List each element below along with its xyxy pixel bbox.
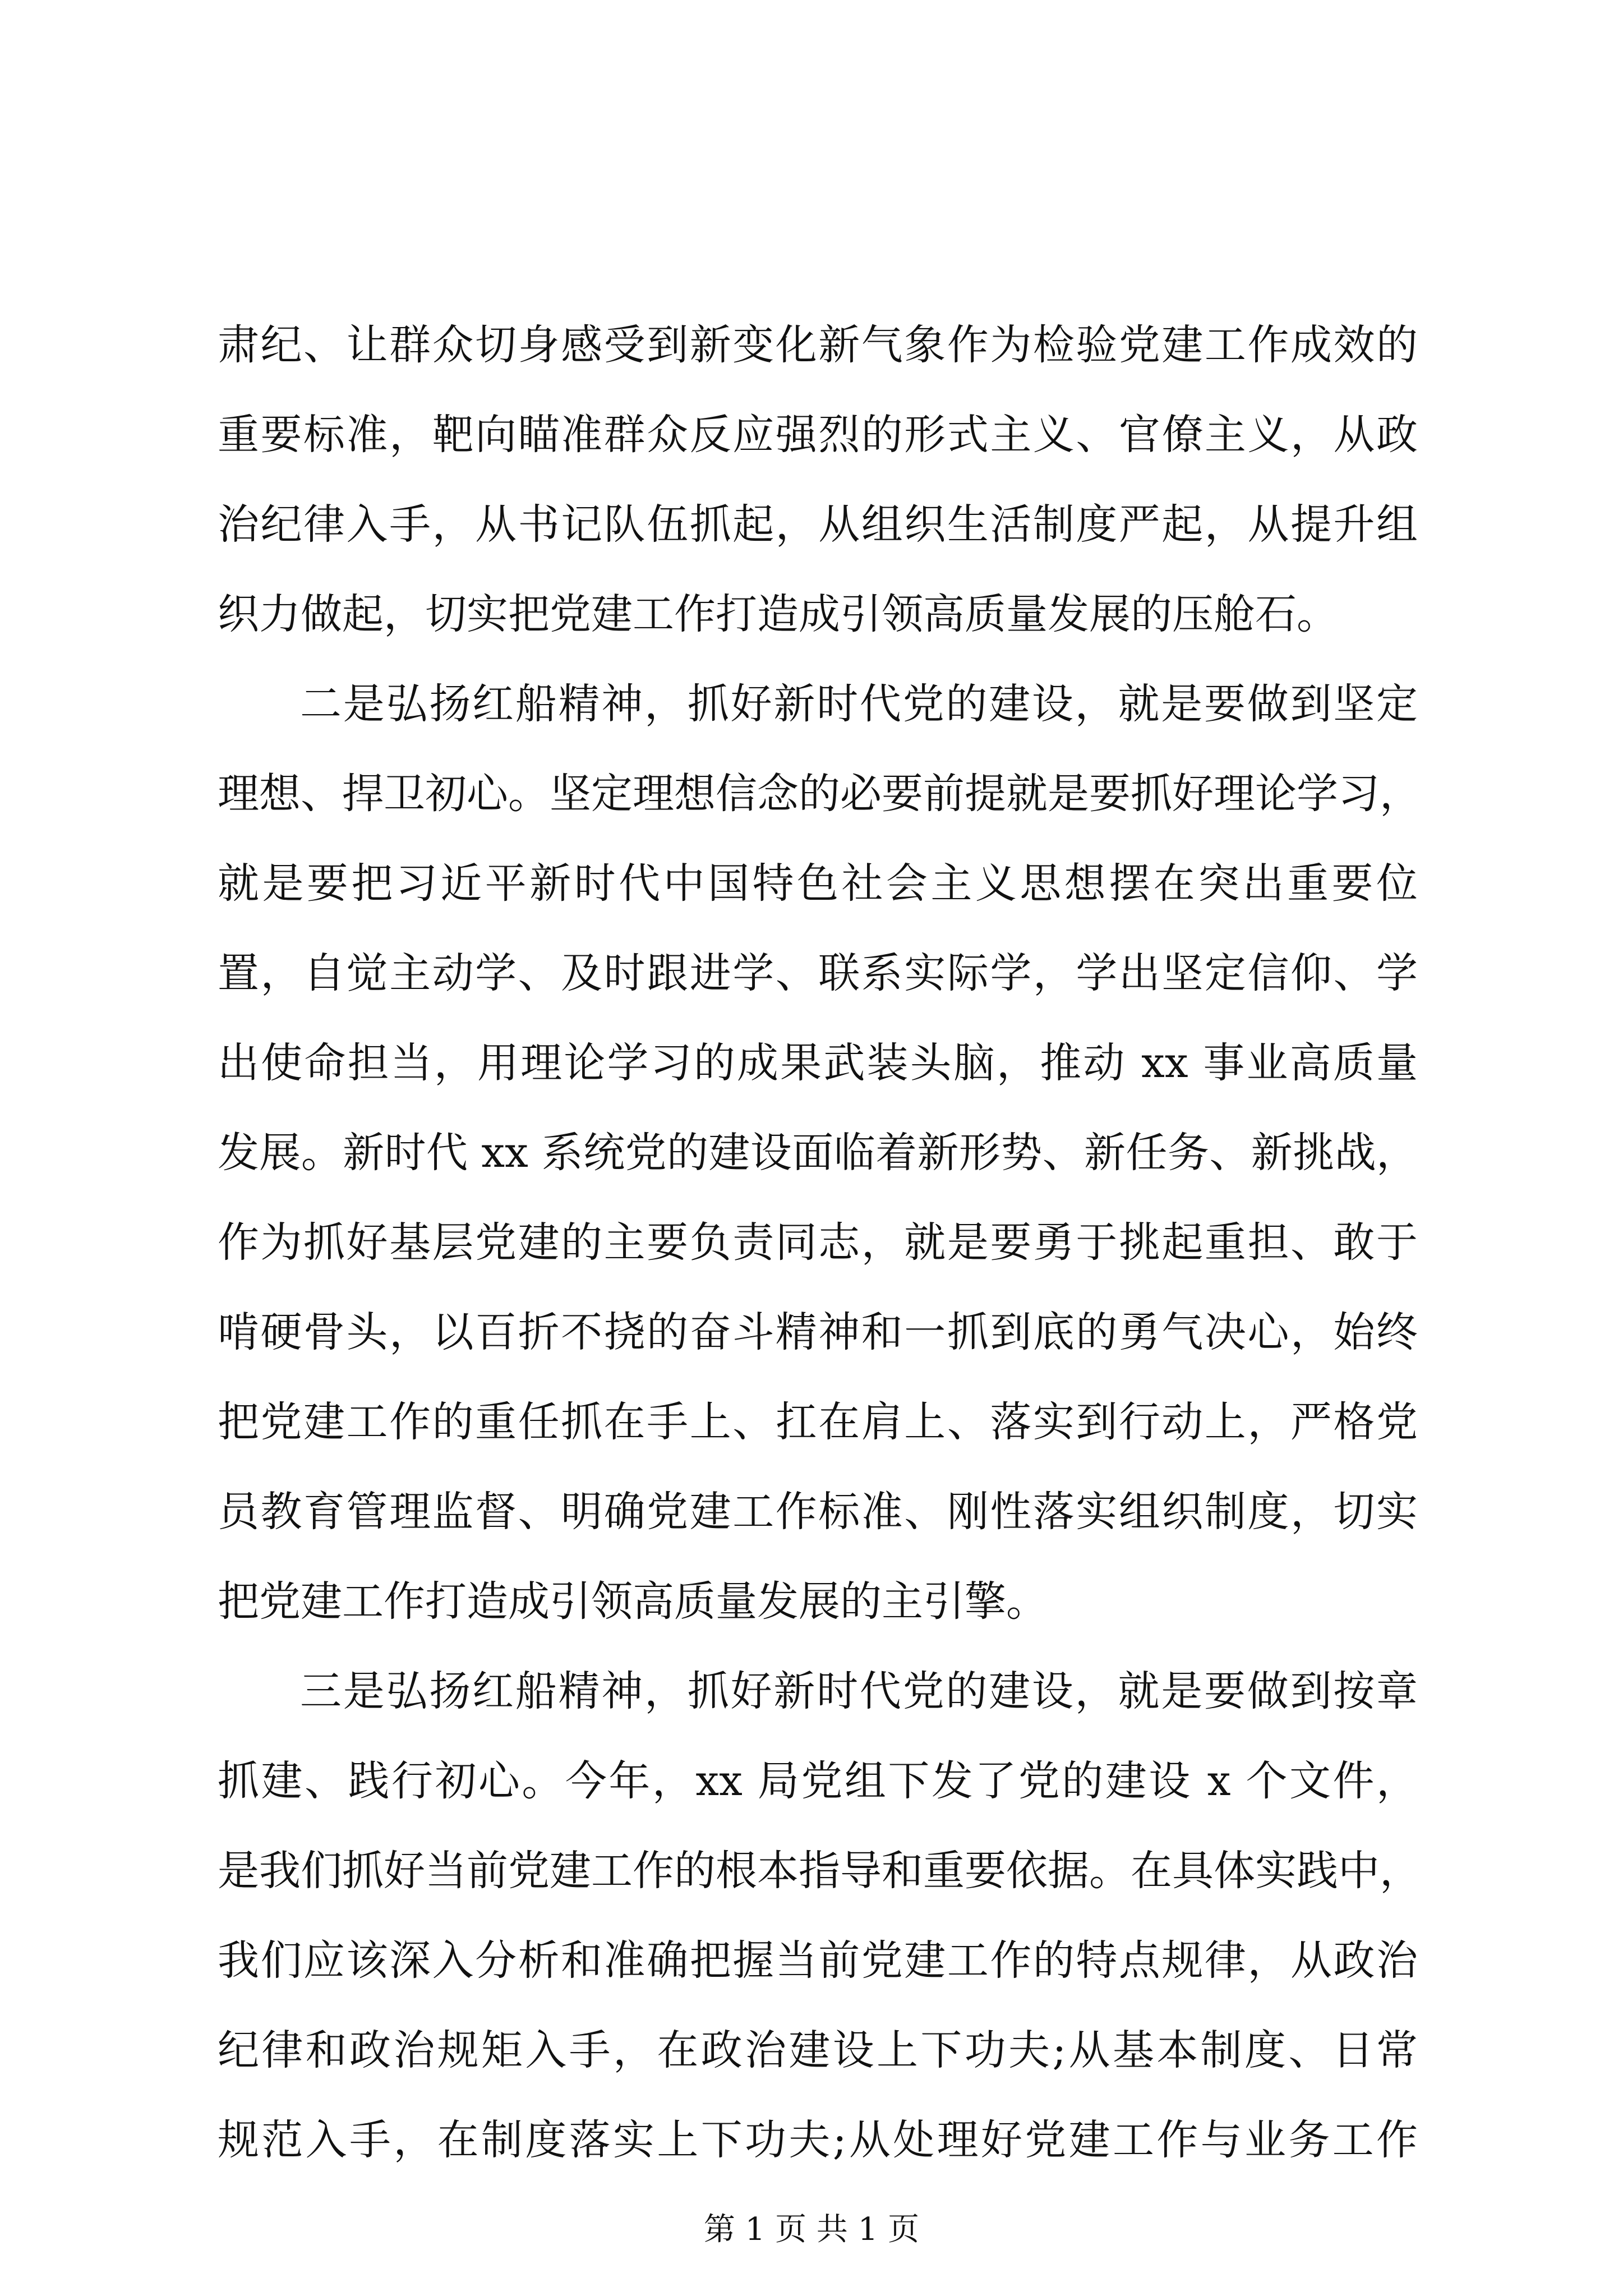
body-text-line: 置，自觉主动学、及时跟进学、联系实际学，学出坚定信仰、学 bbox=[218, 949, 1418, 997]
body-text-line: 员教育管理监督、明确党建工作标准、刚性落实组织制度，切实 bbox=[218, 1488, 1418, 1536]
body-text-line: 出使命担当，用理论学习的成果武装头脑，推动 xx 事业高质量 bbox=[218, 1039, 1418, 1087]
body-text-line: 规范入手，在制度落实上下功夫;从处理好党建工作与业务工作 bbox=[218, 2116, 1418, 2164]
body-text-line: 啃硬骨头，以百折不挠的奋斗精神和一抓到底的勇气决心，始终 bbox=[218, 1308, 1418, 1356]
body-text-line: 肃纪、让群众切身感受到新变化新气象作为检验党建工作成效的 bbox=[218, 321, 1418, 369]
paragraph-first-line: 三是弘扬红船精神，抓好新时代党的建设，就是要做到按章 bbox=[300, 1667, 1418, 1715]
body-text-line: 作为抓好基层党建的主要负责同志，就是要勇于挑起重担、敢于 bbox=[218, 1218, 1418, 1267]
body-text-line: 是我们抓好当前党建工作的根本指导和重要依据。在具体实践中， bbox=[218, 1847, 1421, 1895]
paragraph-first-line: 二是弘扬红船精神，抓好新时代党的建设，就是要做到坚定 bbox=[300, 680, 1418, 728]
body-text-line: 抓建、践行初心。今年，xx 局党组下发了党的建设 x 个文件， bbox=[218, 1757, 1418, 1805]
body-text-line: 发展。新时代 xx 系统党的建设面临着新形势、新任务、新挑战， bbox=[218, 1129, 1418, 1177]
page-footer: 第 1 页 共 1 页 bbox=[703, 2211, 920, 2248]
body-text-line: 把党建工作的重任抓在手上、扛在肩上、落实到行动上，严格党 bbox=[218, 1398, 1418, 1446]
body-text-line: 重要标准，靶向瞄准群众反应强烈的形式主义、官僚主义，从政 bbox=[218, 411, 1418, 459]
body-text-line: 把党建工作打造成引领高质量发展的主引擎。 bbox=[218, 1577, 1048, 1626]
body-text-line: 治纪律入手，从书记队伍抓起，从组织生活制度严起，从提升组 bbox=[218, 500, 1418, 549]
body-text-line: 纪律和政治规矩入手，在政治建设上下功夫;从基本制度、日常 bbox=[218, 2026, 1418, 2074]
body-text-line: 织力做起，切实把党建工作打造成引领高质量发展的压舱石。 bbox=[218, 590, 1338, 638]
body-text-line: 理想、捍卫初心。坚定理想信念的必要前提就是要抓好理论学习， bbox=[218, 770, 1421, 818]
body-text-line: 就是要把习近平新时代中国特色社会主义思想摆在突出重要位 bbox=[218, 859, 1418, 908]
body-text-line: 我们应该深入分析和准确把握当前党建工作的特点规律，从政治 bbox=[218, 1936, 1418, 1985]
